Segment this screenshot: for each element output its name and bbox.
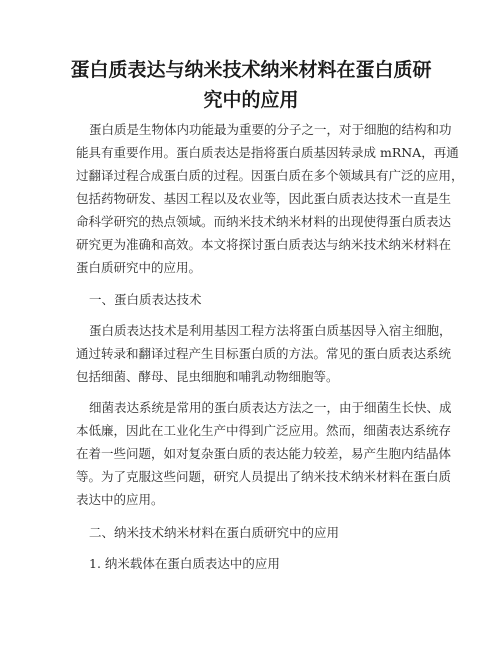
paragraph-1-line: 蛋白质是生物体内功能最为重要的分子之一，对于细胞的结构和功 bbox=[89, 122, 452, 137]
paragraph-3-line: 本低廉，因此在工业化生产中得到广泛应用。然而，细菌表达系统存 bbox=[76, 423, 452, 438]
paragraph-2-line: 通过转录和翻译过程产生目标蛋白质的方法。常见的蛋白质表达系统 bbox=[76, 346, 452, 361]
document-title-line-1: 蛋白质表达与纳米技术纳米材料在蛋白质研 bbox=[70, 59, 432, 81]
paragraph-2-line: 包括细菌、酵母、昆虫细胞和哺乳动物细胞等。 bbox=[76, 369, 339, 384]
paragraph-3-line: 表达中的应用。 bbox=[76, 492, 164, 507]
paragraph-1-line: 能具有重要作用。蛋白质表达是指将蛋白质基因转录成 mRNA，再通 bbox=[76, 145, 459, 160]
paragraph-3-line: 在着一些问题，如对复杂蛋白质的表达能力较差，易产生胞内结晶体 bbox=[76, 446, 452, 461]
subsection-heading-1: 1. 纳米载体在蛋白质表达中的应用 bbox=[89, 556, 280, 571]
paragraph-3-line: 细菌表达系统是常用的蛋白质表达方法之一，由于细菌生长快、成 bbox=[89, 400, 452, 415]
paragraph-3-line: 等。为了克服这些问题，研究人员提出了纳米技术纳米材料在蛋白质 bbox=[76, 469, 452, 484]
paragraph-1-line: 包括药物研发、基因工程以及农业等，因此蛋白质表达技术一直是生 bbox=[76, 191, 452, 206]
paragraph-1-line: 过翻译过程合成蛋白质的过程。因蛋白质在多个领域具有广泛的应用， bbox=[76, 168, 464, 183]
paragraph-1-line: 研究更为准确和高效。本文将探讨蛋白质表达与纳米技术纳米材料在 bbox=[76, 237, 452, 252]
paragraph-1-line: 蛋白质研究中的应用。 bbox=[76, 260, 202, 275]
document-title-line-2: 究中的应用 bbox=[203, 89, 299, 111]
paragraph-2-line: 蛋白质表达技术是利用基因工程方法将蛋白质基因导入宿主细胞， bbox=[89, 323, 452, 338]
section-heading-2: 二、纳米技术纳米材料在蛋白质研究中的应用 bbox=[89, 525, 340, 540]
section-heading-1: 一、蛋白质表达技术 bbox=[89, 292, 202, 307]
paragraph-1-line: 命科学研究的热点领域。而纳米技术纳米材料的出现使得蛋白质表达 bbox=[76, 214, 452, 229]
